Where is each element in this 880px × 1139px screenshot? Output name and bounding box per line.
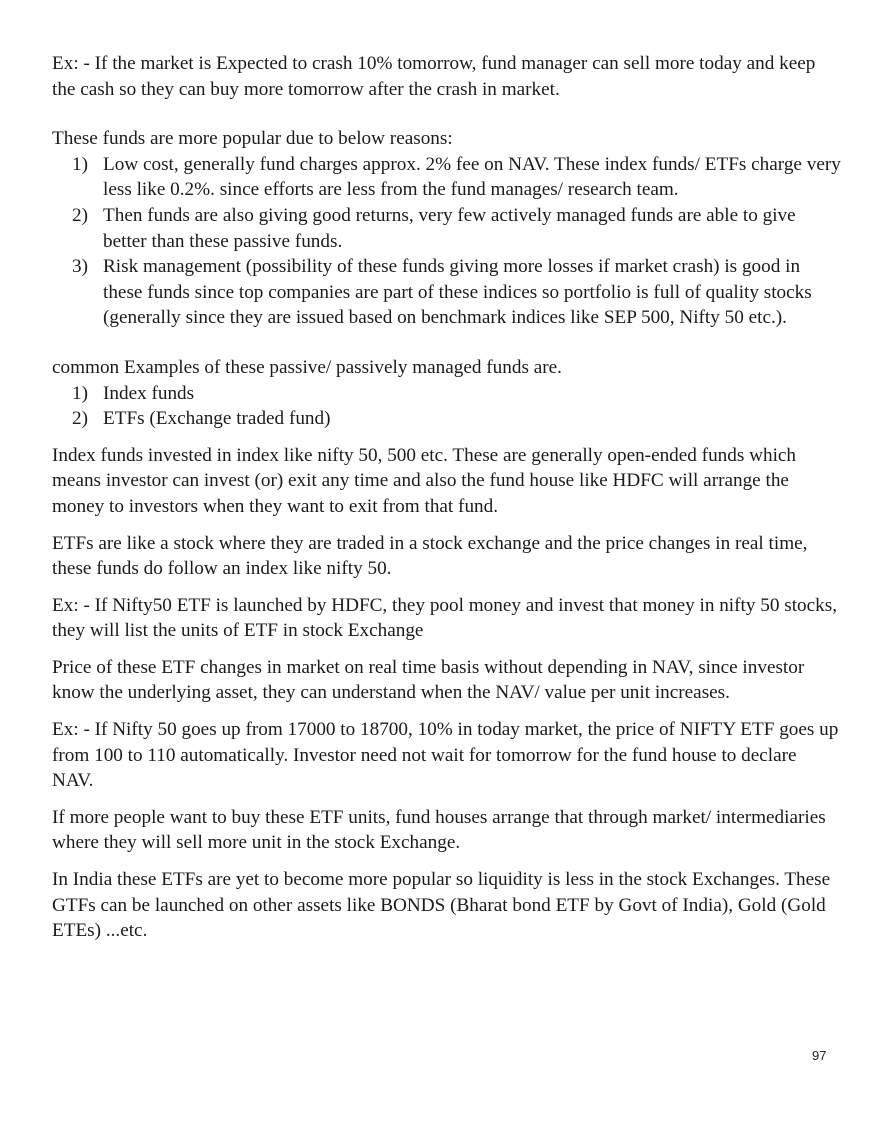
- list-item: [52, 381, 842, 407]
- paragraph-nifty-example: Ex: - If Nifty 50 goes up from 17000 to 18700, 10% in today market, the price of NIFTY ETF goes up from 100 to 110 automatically. Investor need not wait for tomorrow for the fund house to declare NAV.: [52, 719, 839, 792]
- list-number: 1): [72, 153, 88, 175]
- paragraph-etfs: ETFs are like a stock where they are traded in a stock exchange and the price changes in real time, these funds do follow an index like nifty 50.: [52, 532, 808, 580]
- list-number: 2): [72, 408, 88, 430]
- list-item-text: ETFs (Exchange traded fund): [103, 408, 331, 430]
- list-number: 3): [72, 256, 88, 278]
- examples-intro: common Examples of these passive/ passively managed funds are.: [52, 356, 562, 378]
- list-item-text: Low cost, generally fund charges approx. 2% fee on NAV. These index funds/ ETFs charge very less like 0.2%. since efforts are less from the fund manages/ research team.: [103, 153, 841, 201]
- list-item: [52, 406, 842, 432]
- examples-list: [52, 381, 842, 432]
- paragraph-hdfc-example: Ex: - If Nifty50 ETF is launched by HDFC, they pool money and invest that money in nifty 50 stocks, they will list the units of ETF in stock Exchange: [52, 594, 837, 642]
- reasons-intro: These funds are more popular due to below reasons:: [52, 128, 453, 150]
- paragraph-india-etfs: In India these ETFs are yet to become more popular so liquidity is less in the stock Exchanges. These GTFs can be launched on other assets like BONDS (Bharat bond ETF by Govt of India), Gold (Gold ETEs) ...etc.: [52, 869, 831, 942]
- list-number: 1): [72, 382, 88, 404]
- list-item-text: Then funds are also giving good returns, very few actively managed funds are able to give better than these passive funds.: [103, 204, 796, 252]
- list-item: [52, 152, 842, 203]
- paragraph-market-crash-example: Ex: - If the market is Expected to crash 10% tomorrow, fund manager can sell more today and keep the cash so they can buy more tomorrow after the crash in market.: [52, 53, 816, 100]
- paragraph-index-funds: Index funds invested in index like nifty 50, 500 etc. These are generally open-ended funds which means investor can invest (or) exit any time and also the fund house like HDFC will arrange the money to investors when they want to exit from that fund.: [52, 444, 797, 517]
- document-page: [52, 51, 842, 944]
- list-item: [52, 203, 842, 254]
- paragraph-etf-price: Price of these ETF changes in market on real time basis without depending in NAV, since investor know the underlying asset, they can understand when the NAV/ value per unit increases.: [52, 656, 805, 704]
- list-item-text: Risk management (possibility of these funds giving more losses if market crash) is good in these funds since top companies are part of these indices so portfolio is full of quality stocks (generally since they are issued based on benchmark indices like SEP 500, Nifty 50 etc.).: [103, 256, 812, 329]
- list-item: [52, 254, 842, 331]
- paragraph-more-buyers: If more people want to buy these ETF units, fund houses arrange that through market/ intermediaries where they will sell more unit in the stock Exchange.: [52, 806, 826, 854]
- reasons-list: [52, 152, 842, 331]
- list-item-text: Index funds: [103, 382, 195, 404]
- list-number: 2): [72, 204, 88, 226]
- page-number: 97: [812, 1048, 827, 1063]
